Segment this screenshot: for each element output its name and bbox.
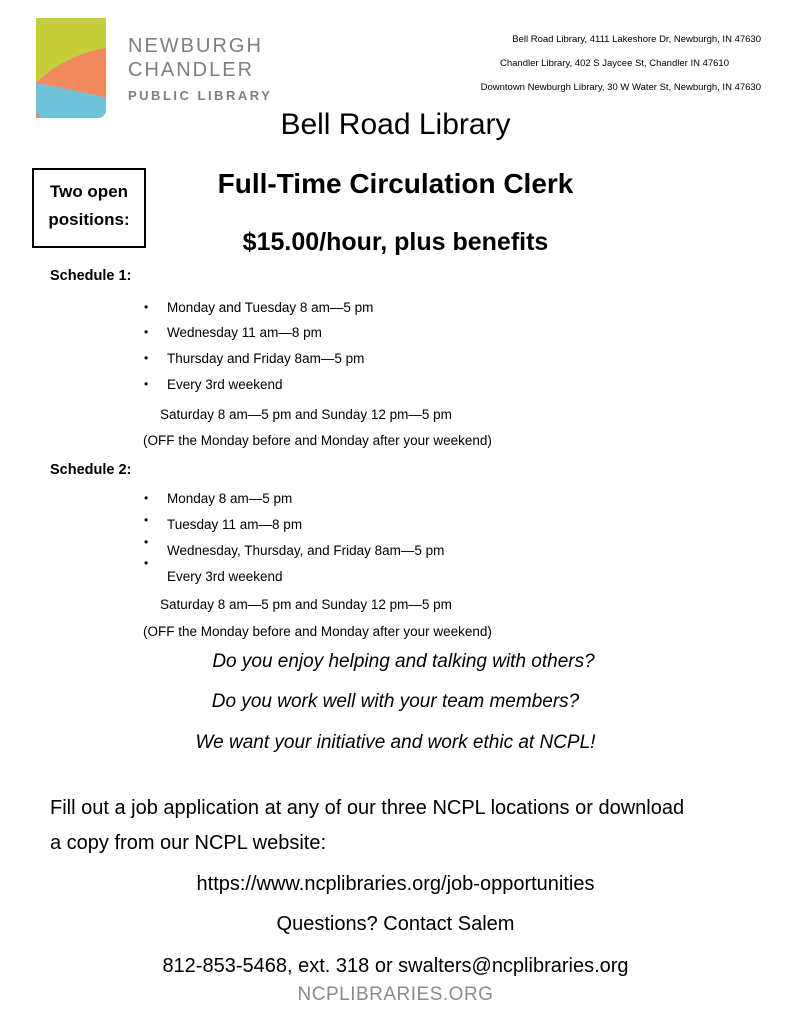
apply-text-line2: a copy from our NCPL website: [50, 832, 327, 854]
address-chandler: Chandler Library, 402 S Jaycee St, Chandler IN 47610 [499, 58, 729, 69]
footer-website: NCPLIBRARIES.ORG [297, 984, 494, 1005]
apply-text-line1: Fill out a job application at any of our three NCPL locations or download [50, 797, 685, 819]
schedule1-weekend: Saturday 8 am—5 pm and Sunday 12 pm—5 pm [160, 407, 452, 422]
schedule1-heading: Schedule 1: [50, 268, 132, 284]
question-line: Do you work well with your team members? [211, 691, 580, 712]
bullet-icon: • [144, 513, 149, 527]
bullet-icon: • [144, 300, 149, 314]
pay-rate: $15.00/hour, plus benefits [242, 228, 549, 256]
contact-line: Questions? Contact Salem [276, 913, 515, 935]
contact-details: 812-853-5468, ext. 318 or swalters@ncplibraries.org [162, 955, 629, 977]
schedule1-item: Monday and Tuesday 8 am—5 pm [167, 300, 374, 315]
schedule2-note: (OFF the Monday before and Monday after your weekend) [143, 624, 492, 639]
bullet-icon: • [144, 491, 149, 505]
question-line: We want your initiative and work ethic at NCPL! [195, 732, 596, 753]
schedule1-note: (OFF the Monday before and Monday after your weekend) [143, 433, 492, 448]
library-logo-icon [36, 18, 106, 118]
job-title: Full-Time Circulation Clerk [217, 168, 574, 199]
schedule2-heading: Schedule 2: [50, 462, 132, 478]
schedule1-item: Every 3rd weekend [167, 377, 283, 392]
schedule2-item: Wednesday, Thursday, and Friday 8am—5 pm [167, 543, 445, 558]
logo-text-public-library: PUBLIC LIBRARY [128, 88, 273, 103]
bullet-icon: • [144, 351, 149, 365]
address-downtown: Downtown Newburgh Library, 30 W Water St, Newburgh, IN 47630 [480, 82, 761, 93]
question-line: Do you enjoy helping and talking with others? [212, 651, 595, 672]
logo-text-newburgh: NEWBURGH [128, 35, 263, 57]
bullet-icon: • [144, 325, 149, 339]
schedule1-item: Thursday and Friday 8am—5 pm [167, 351, 365, 366]
schedule1-item: Wednesday 11 am—8 pm [167, 325, 322, 340]
schedule2-item: Every 3rd weekend [167, 569, 283, 584]
address-bell-road: Bell Road Library, 4111 Lakeshore Dr, Newburgh, IN 47630 [512, 34, 761, 45]
branch-title: Bell Road Library [280, 108, 511, 141]
schedule2-item: Monday 8 am—5 pm [167, 491, 293, 506]
bullet-icon: • [144, 535, 149, 549]
openings-line2: positions: [48, 210, 130, 229]
schedule2-item: Tuesday 11 am—8 pm [167, 517, 303, 532]
job-opportunities-link[interactable]: https://www.ncplibraries.org/job-opportunities [196, 873, 595, 895]
bullet-icon: • [144, 556, 149, 570]
schedule2-weekend: Saturday 8 am—5 pm and Sunday 12 pm—5 pm [160, 597, 452, 612]
logo-text-chandler: CHANDLER [128, 59, 255, 81]
bullet-icon: • [144, 377, 149, 391]
openings-line1: Two open [49, 182, 129, 201]
